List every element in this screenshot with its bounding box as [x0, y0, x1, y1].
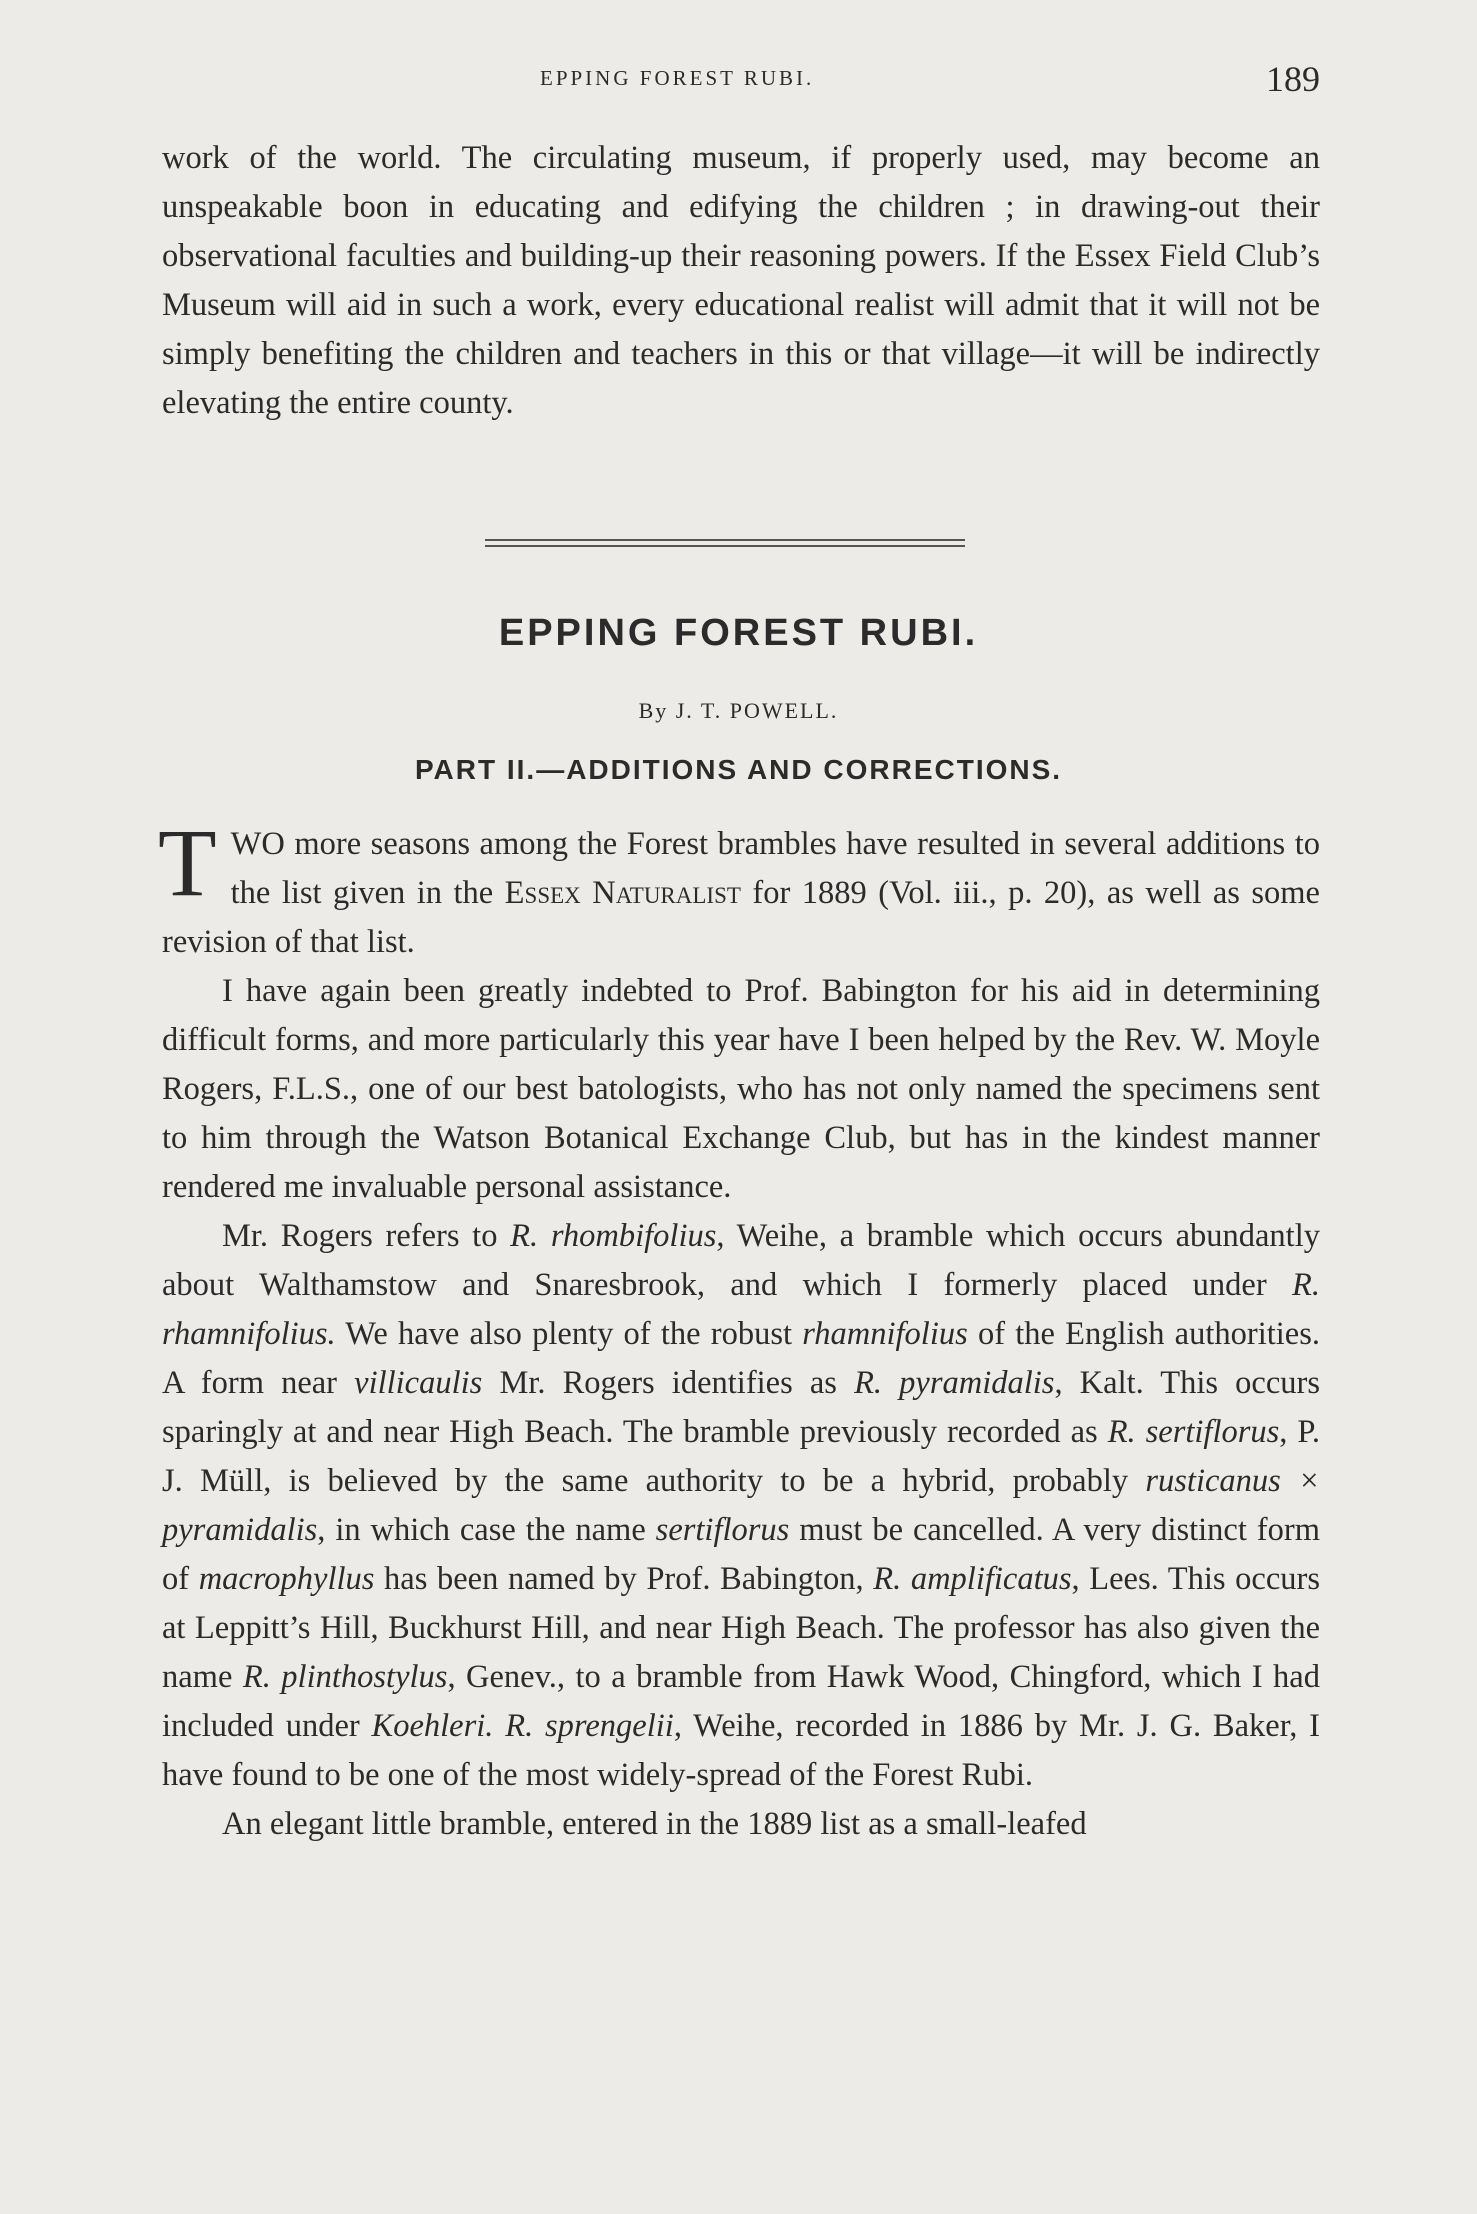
paragraph-2: I have again been greatly indebted to Prof. Babington for his aid in determining difficult forms, and more particularly this year have I been helped by the Rev. W. Moyle Rogers, F.L.S., one of our best batologists, who has not only named the specimens sent to him through the Watson Botanical Exchange Club, but has in the kindest manner rendered me invaluable personal assistance.: [162, 973, 1320, 1205]
journal-name: Essex Naturalist: [504, 875, 741, 911]
species-name: R. rhamnifolius.: [162, 1267, 1320, 1352]
paragraph-3-text: , Lees. This occurs at Leppitt’s Hill, Buckhurst Hill, and near High Beach. The professor has also given the name: [162, 1561, 1321, 1695]
paragraph-3-text: , Weihe, recorded in 1886 by Mr. J. G. Baker, I have found to be one of the most widely-spread of the Forest Rubi.: [162, 1708, 1320, 1793]
paragraph-1-text-b: for 1889 (Vol. iii., p. 20), as well as some revision of that list.: [162, 875, 1320, 960]
paragraph-1: [158, 809, 1320, 967]
species-name: R. rhombifolius: [510, 1218, 717, 1254]
species-name: villicaulis: [354, 1365, 483, 1401]
species-name: R. pyramidalis: [854, 1365, 1055, 1401]
species-name: rusticanus × pyramidalis: [162, 1463, 1321, 1548]
species-name: macrophyllus: [198, 1561, 375, 1597]
paragraph-3-text: has been named by Prof. Babington,: [374, 1561, 874, 1597]
running-head: [0, 59, 1477, 102]
paragraph-3-text: of the English authorities. A form near: [162, 1316, 1320, 1401]
paragraph-3-text: Mr. Rogers identifies as: [482, 1365, 855, 1401]
species-name: R. sertiflorus: [1107, 1414, 1280, 1450]
species-name: R. plinthostylus: [242, 1659, 448, 1695]
paragraph-3-text: Mr. Rogers refers to: [222, 1218, 511, 1254]
article-body: [158, 809, 1321, 1849]
paragraph-3-text: must be cancelled. A very distinct form of: [162, 1512, 1320, 1597]
paragraph-3-text: We have also plenty of the robust: [335, 1316, 803, 1352]
opening-paragraph: work of the world. The circulating museum, if properly used, may become an unspeakable boon in educating and edifying the children ; in drawing-out their observational faculties and building-up their reasoning powers. If the Essex Field Club’s Museum will aid in such a work, every educational realist will admit that it will not be simply benefiting the children and teachers in this or that village—it will be indirectly elevating the entire county.: [162, 140, 1320, 421]
article-title: EPPING FOREST RUBI.: [498, 612, 979, 654]
opening-text: [162, 134, 1320, 428]
paragraph-3-text: , Weihe, a bramble which occurs abundantly about Walthamstow and Snaresbrook, and which I formerly placed under: [162, 1218, 1320, 1303]
paragraph-3-text: [493, 1708, 505, 1744]
section-divider: [485, 539, 965, 553]
paragraph-3-text: , in which case the name: [317, 1512, 656, 1548]
part-heading: PART II.—ADDITIONS AND CORRECTIONS.: [414, 754, 1063, 785]
drop-cap: T: [158, 809, 217, 916]
species-name: rhamnifolius: [802, 1316, 968, 1352]
article-byline: By J. T. POWELL.: [638, 698, 839, 723]
paragraph-3: [162, 1212, 1320, 1800]
paragraph-1-text-a: WO more seasons among the Forest brambles have resulted in several additions to the list given in the: [230, 826, 1320, 911]
species-name: sertiflorus: [655, 1512, 790, 1548]
paragraph-3-text: , P. J. Müll, is believed by the same authority to be a hybrid, probably: [162, 1414, 1320, 1499]
paragraph-3-text: , Genev., to a bramble from Hawk Wood, Chingford, which I had included under: [162, 1659, 1320, 1744]
page-number: 189: [1266, 59, 1320, 99]
running-title: EPPING FOREST RUBI.: [540, 66, 815, 90]
species-name: R. amplificatus: [873, 1561, 1072, 1597]
species-name: R. sprengelii: [505, 1708, 674, 1744]
paragraph-3-text: , Kalt. This occurs sparingly at and near High Beach. The bramble previously recorded as: [162, 1365, 1321, 1450]
species-name: Koehleri.: [371, 1708, 494, 1744]
paragraph-4: An elegant little bramble, entered in the 1889 list as a small-leafed: [222, 1806, 1087, 1842]
